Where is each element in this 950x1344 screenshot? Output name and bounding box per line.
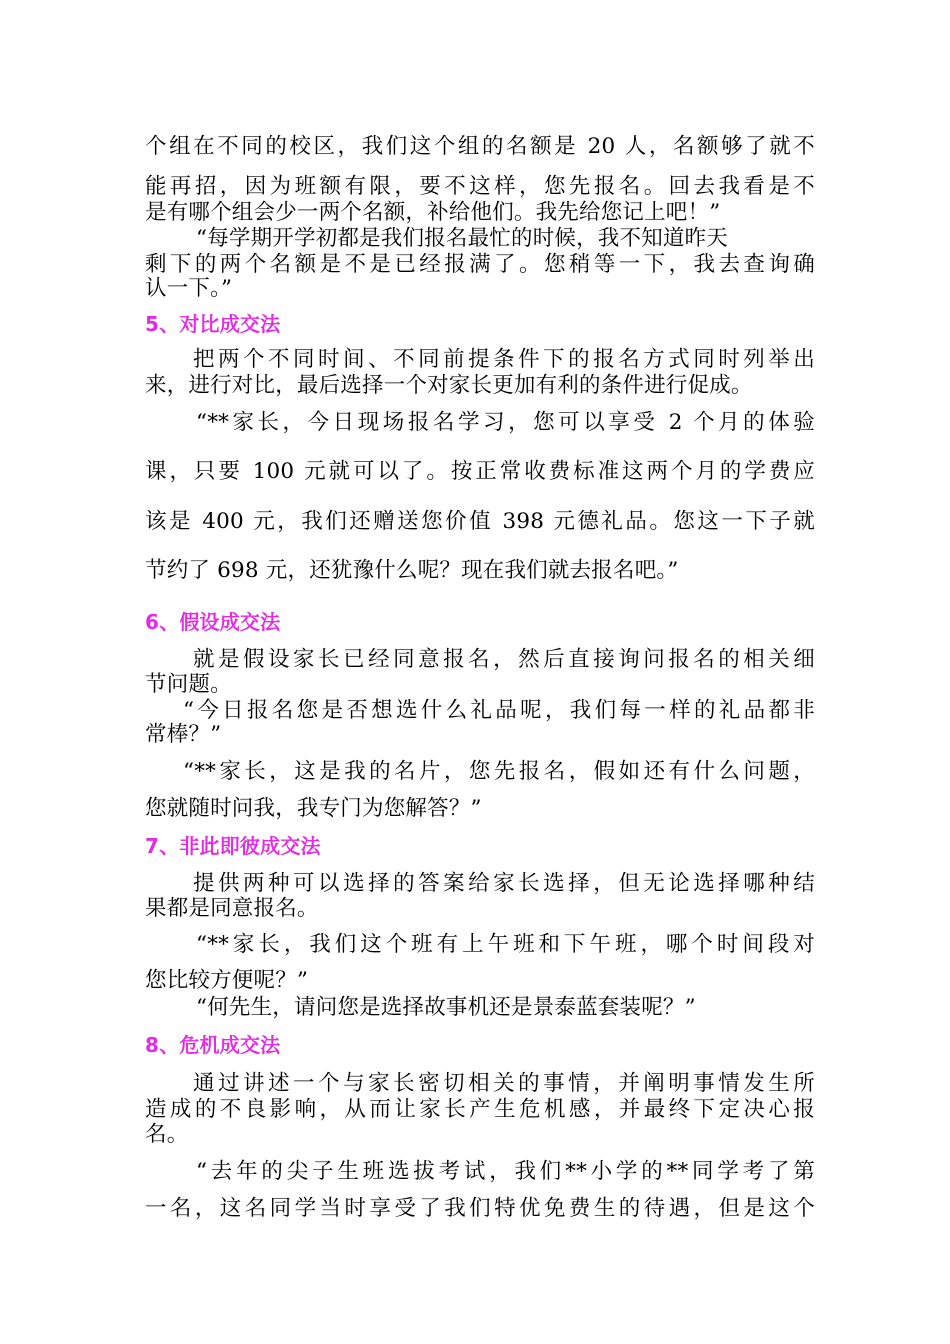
text-line: “今日报名您是否想选什么礼品呢，我们每一样的礼品都非 [183, 698, 815, 723]
text-line: 课，只要 100 元就可以了。按正常收费标准这两个月的学费应 [145, 459, 815, 484]
section-heading: 5、对比成交法 [145, 312, 281, 336]
text-line: 果都是同意报名。 [145, 896, 319, 921]
text-line: 一名，这名同学当时享受了我们特优免费生的待遇，但是这个 [145, 1196, 815, 1221]
text-line: 您比较方便呢？” [145, 968, 309, 993]
text-line: 您就随时问我，我专门为您解答？” [145, 796, 482, 821]
text-line: 节约了 698 元，还犹豫什么呢？现在我们就去报名吧。” [145, 558, 679, 583]
text-line: 造成的不良影响，从而让家长产生危机感，并最终下定决心报 [145, 1097, 815, 1122]
text-line: 认一下。” [145, 276, 233, 301]
text-line: 就是假设家长已经同意报名，然后直接询问报名的相关细 [193, 647, 815, 672]
text-line: “**家长，这是我的名片，您先报名，假如还有什么问题， [183, 759, 815, 784]
text-line: 是有哪个组会少一两个名额，补给他们。我先给您记上吧！” [145, 200, 721, 225]
text-line: 名。 [145, 1122, 189, 1147]
text-line: 个组在不同的校区，我们这个组的名额是 20 人，名额够了就不 [145, 134, 815, 159]
section-heading: 7、非此即彼成交法 [145, 834, 321, 858]
text-line: 该是 400 元，我们还赠送您价值 398 元德礼品。您这一下子就 [145, 509, 815, 534]
text-line: 提供两种可以选择的答案给家长选择，但无论选择哪种结 [193, 871, 815, 896]
text-line: 能再招，因为班额有限，要不这样，您先报名。回去我看是不 [145, 174, 815, 199]
text-line: “**家长，今日现场报名学习，您可以享受 2 个月的体验 [196, 410, 815, 435]
text-line: 常棒？” [145, 722, 222, 747]
text-line: 剩下的两个名额是不是已经报满了。您稍等一下，我去查询确 [145, 252, 815, 277]
text-line: “**家长，我们这个班有上午班和下午班，哪个时间段对 [196, 932, 815, 957]
text-line: “去年的尖子生班选拔考试，我们**小学的**同学考了第 [196, 1159, 815, 1184]
section-heading: 8、危机成交法 [145, 1033, 281, 1057]
text-line: 通过讲述一个与家长密切相关的事情，并阐明事情发生所 [193, 1071, 815, 1096]
text-line: 来，进行对比，最后选择一个对家长更加有利的条件进行促成。 [145, 373, 753, 398]
text-line: “何先生，请问您是选择故事机还是景泰蓝套装呢？” [196, 995, 696, 1020]
text-line: 节问题。 [145, 672, 232, 697]
text-line: “每学期开学初都是我们报名最忙的时候，我不知道昨天 [196, 226, 728, 251]
section-heading: 6、假设成交法 [145, 610, 281, 634]
text-line: 把两个不同时间、不同前提条件下的报名方式同时列举出 [193, 347, 815, 372]
